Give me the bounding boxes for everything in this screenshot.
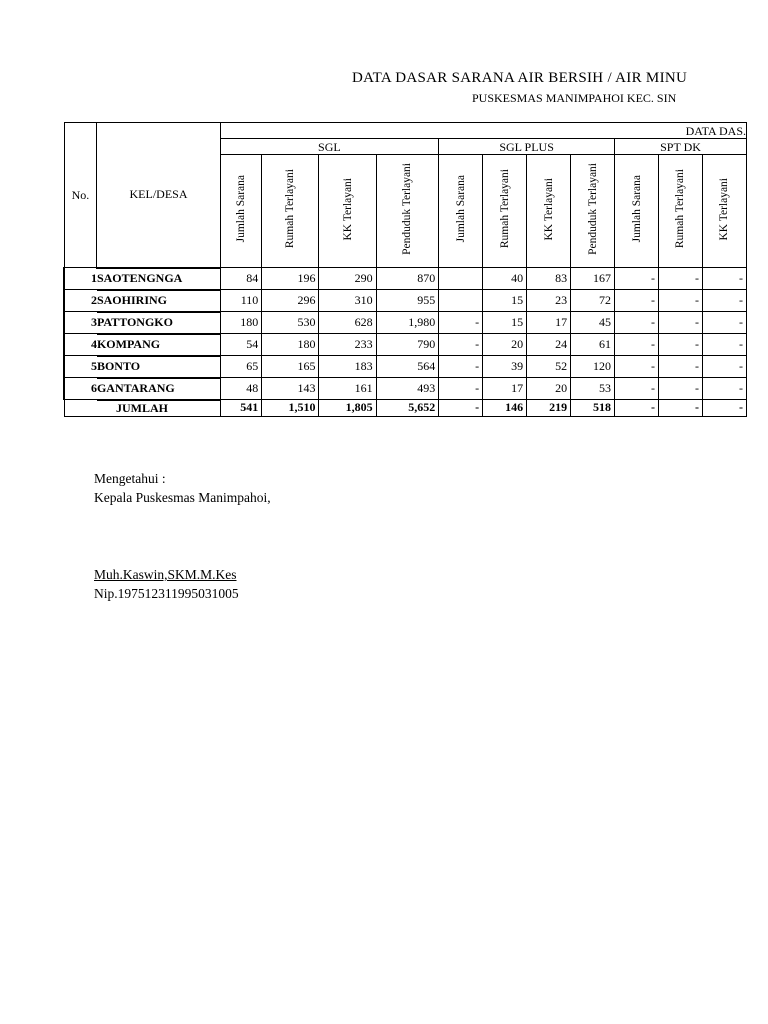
table-cell: 23 bbox=[527, 290, 571, 312]
table-cell: 17 bbox=[527, 312, 571, 334]
group-header-sgl: SGL bbox=[220, 139, 439, 155]
table-body bbox=[64, 268, 747, 417]
table-cell: 15 bbox=[483, 290, 527, 312]
table-cell: 48 bbox=[220, 378, 262, 400]
table-cell: 167 bbox=[571, 268, 615, 290]
table-cell: 39 bbox=[483, 356, 527, 378]
sub-header-4 bbox=[439, 155, 483, 268]
table-cell: 180 bbox=[262, 334, 319, 356]
sub-header-0 bbox=[220, 155, 262, 268]
sub-header-9 bbox=[658, 155, 702, 268]
table-row bbox=[64, 290, 747, 312]
total-cell: - bbox=[439, 400, 483, 417]
table-cell: 45 bbox=[571, 312, 615, 334]
table-cell: 53 bbox=[571, 378, 615, 400]
table-cell: 84 bbox=[220, 268, 262, 290]
table-row bbox=[64, 312, 747, 334]
table-cell: - bbox=[658, 268, 702, 290]
total-cell: 1,805 bbox=[319, 400, 376, 417]
village-name: BONTO bbox=[97, 356, 220, 378]
sub-header-label: KK Terlayani bbox=[718, 177, 731, 241]
sub-header-label: Jumlah Sarana bbox=[630, 175, 643, 243]
sub-header-7 bbox=[571, 155, 615, 268]
total-cell: 541 bbox=[220, 400, 262, 417]
table-cell: - bbox=[615, 290, 659, 312]
table-cell: 54 bbox=[220, 334, 262, 356]
table-cell: 24 bbox=[527, 334, 571, 356]
table-cell: - bbox=[615, 356, 659, 378]
table-cell: 20 bbox=[527, 378, 571, 400]
table-cell: 233 bbox=[319, 334, 376, 356]
sub-header-label: Jumlah Sarana bbox=[454, 175, 467, 243]
table-row bbox=[64, 334, 747, 356]
table-cell: 161 bbox=[319, 378, 376, 400]
table-cell: - bbox=[439, 356, 483, 378]
table-cell: - bbox=[439, 312, 483, 334]
table-cell: 165 bbox=[262, 356, 319, 378]
table-cell: 290 bbox=[319, 268, 376, 290]
sub-header-label: Rumah Terlayani bbox=[284, 169, 297, 249]
table-cell: 310 bbox=[319, 290, 376, 312]
row-number: 2 bbox=[64, 290, 97, 312]
table-cell: 110 bbox=[220, 290, 262, 312]
sub-header-label: Penduduk Terlayani bbox=[586, 163, 599, 255]
column-header-no: No. bbox=[64, 123, 97, 268]
table-cell: 65 bbox=[220, 356, 262, 378]
row-number: 4 bbox=[64, 334, 97, 356]
table-cell: - bbox=[658, 334, 702, 356]
sub-header-6 bbox=[527, 155, 571, 268]
total-cell: 518 bbox=[571, 400, 615, 417]
total-cell: - bbox=[658, 400, 702, 417]
table-cell: - bbox=[658, 312, 702, 334]
sub-header-1 bbox=[262, 155, 319, 268]
village-name: SAOTENGNGA bbox=[97, 268, 220, 290]
group-header-spt-dk: SPT DK bbox=[615, 139, 747, 155]
sub-header-10 bbox=[702, 155, 746, 268]
total-cell: - bbox=[702, 400, 746, 417]
table-row bbox=[64, 356, 747, 378]
sub-header-label: Penduduk Terlayani bbox=[401, 163, 414, 255]
table-cell: - bbox=[439, 334, 483, 356]
table-cell: 20 bbox=[483, 334, 527, 356]
table-cell: 870 bbox=[376, 268, 439, 290]
table-cell: 183 bbox=[319, 356, 376, 378]
total-cell: 5,652 bbox=[376, 400, 439, 417]
group-header: DATA DAS. bbox=[220, 123, 746, 139]
total-cell: - bbox=[615, 400, 659, 417]
table-cell: 52 bbox=[527, 356, 571, 378]
row-number: 3 bbox=[64, 312, 97, 334]
table-cell: - bbox=[615, 378, 659, 400]
village-name: KOMPANG bbox=[97, 334, 220, 356]
table-cell: 1,980 bbox=[376, 312, 439, 334]
table-cell: 196 bbox=[262, 268, 319, 290]
table-cell: 493 bbox=[376, 378, 439, 400]
table-cell: 296 bbox=[262, 290, 319, 312]
table-cell: - bbox=[702, 378, 746, 400]
table-cell: 143 bbox=[262, 378, 319, 400]
table-cell: 15 bbox=[483, 312, 527, 334]
position-label: Kepala Puskesmas Manimpahoi, bbox=[94, 490, 271, 505]
table-row bbox=[64, 378, 747, 400]
table-cell: 564 bbox=[376, 356, 439, 378]
total-cell: 1,510 bbox=[262, 400, 319, 417]
table-cell: 40 bbox=[483, 268, 527, 290]
table-cell: 955 bbox=[376, 290, 439, 312]
total-cell: 146 bbox=[483, 400, 527, 417]
row-number: 1 bbox=[64, 268, 97, 290]
table-cell: 83 bbox=[527, 268, 571, 290]
table-cell bbox=[439, 290, 483, 312]
row-number: 6 bbox=[64, 378, 97, 400]
table-cell: - bbox=[702, 290, 746, 312]
total-cell: 219 bbox=[527, 400, 571, 417]
table-cell: 790 bbox=[376, 334, 439, 356]
sub-header-5 bbox=[483, 155, 527, 268]
village-name: GANTARANG bbox=[97, 378, 220, 400]
table-cell: - bbox=[439, 378, 483, 400]
table-cell: - bbox=[658, 356, 702, 378]
table-cell: - bbox=[615, 268, 659, 290]
table-cell: 180 bbox=[220, 312, 262, 334]
table-cell: 120 bbox=[571, 356, 615, 378]
table-cell: - bbox=[702, 268, 746, 290]
table-cell: - bbox=[615, 312, 659, 334]
table-cell: 530 bbox=[262, 312, 319, 334]
data-table bbox=[63, 122, 747, 417]
row-number: 5 bbox=[64, 356, 97, 378]
sub-header-label: KK Terlayani bbox=[341, 177, 354, 241]
total-label: JUMLAH bbox=[64, 400, 220, 417]
table-cell: - bbox=[702, 356, 746, 378]
sub-header-8 bbox=[615, 155, 659, 268]
table-cell: - bbox=[615, 334, 659, 356]
table-cell: 17 bbox=[483, 378, 527, 400]
document-subtitle: PUSKESMAS MANIMPAHOI KEC. SIN bbox=[472, 91, 677, 105]
group-header-sgl-plus: SGL PLUS bbox=[439, 139, 615, 155]
village-name: PATTONGKO bbox=[97, 312, 220, 334]
mengetahui-label: Mengetahui : bbox=[94, 471, 166, 486]
table-row bbox=[64, 268, 747, 290]
table-cell: - bbox=[702, 334, 746, 356]
data-table-container bbox=[63, 122, 746, 416]
village-name: SAOHIRING bbox=[97, 290, 220, 312]
table-cell: 72 bbox=[571, 290, 615, 312]
signer-nip: Nip.197512311995031005 bbox=[94, 586, 239, 601]
sub-header-2 bbox=[319, 155, 376, 268]
sub-header-3 bbox=[376, 155, 439, 268]
table-cell bbox=[439, 268, 483, 290]
sub-header-label: Jumlah Sarana bbox=[234, 175, 247, 243]
table-cell: 61 bbox=[571, 334, 615, 356]
signer-name: Muh.Kaswin,SKM.M.Kes bbox=[94, 567, 237, 582]
total-row bbox=[64, 400, 747, 417]
sub-header-label: KK Terlayani bbox=[542, 177, 555, 241]
document-title: DATA DASAR SARANA AIR BERSIH / AIR MINU bbox=[352, 70, 688, 86]
table-cell: - bbox=[658, 290, 702, 312]
column-header-desa: KEL/DESA bbox=[97, 123, 220, 268]
table-cell: 628 bbox=[319, 312, 376, 334]
sub-header-label: Rumah Terlayani bbox=[498, 169, 511, 249]
table-cell: - bbox=[658, 378, 702, 400]
sub-header-label: Rumah Terlayani bbox=[674, 169, 687, 249]
table-cell: - bbox=[702, 312, 746, 334]
